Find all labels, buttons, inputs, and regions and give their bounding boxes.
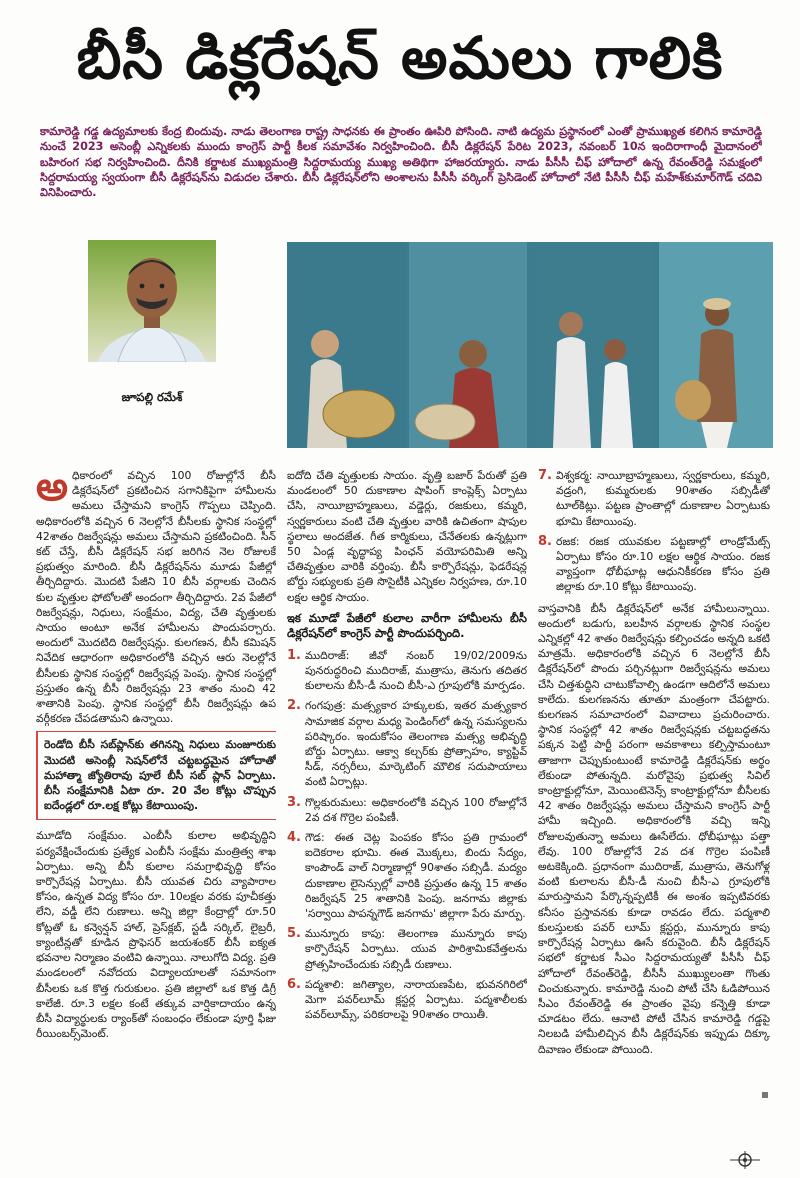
intro-text: కామారెడ్డి గడ్డ ఉద్యమాలకు కేంద్ర బిందువు. నాడు తెలంగాణ రాష్ట్ర సాధనకు ఈ ప్రాంతం ఊపిరి పోసింది. నాటి ఉద్యమ ప్రస్థానంలో ఎంతో ప్రాముఖ్యత కలిగిన కామారెడ్డి నుంచే 2023 అసెంబ్లీ ఎన్నికలకు ముందు కాంగ్రెస్ పార్టీ కీలక సమావేశం నిర్వహించింది. బీసీ డిక్లరేషన్ పేరిట 2023, నవంబర్ 10న ఇందిరాగాంధీ మైదానంలో బహిరంగ సభ నిర్వహించింది. దీనికి కర్ణాటక ముఖ్యమంత్రి సిద్దరామయ్య ముఖ్య అతిథిగా హాజరయ్యారు. నాడు పీసీసీ చీఫ్ హోదాలో ఉన్న రేవంత్‌రెడ్డి సమక్షంలో సిద్దరామయ్య స్వయంగా బీసీ డిక్లరేషన్‌ను విడుదల చేశారు. బీసీ డిక్లరేషన్‌లోని అంశాలను పీసీసీ వర్కింగ్ ప్రెసిడెంట్ హోదాలో నేటి పీసీసీ చీఫ్ మహేశ్‌కుమార్‌గౌడ్ చదివి వినిపించారు. (40, 125, 762, 200)
list-item (287, 698, 527, 789)
item-text: గౌడ: ఈత చెట్ల పెంపకం కోసం ప్రతి గ్రామంలో ఐదెకరాల భూమి. ఈత మొక్కలు, బిందు సేద్యం, కాంపౌండ్ వాల్ నిర్మాణాల్లో 90శాతం సబ్సిడీ. మద్యం దుకాణాల లైసెన్సుల్లో వారికి ప్రస్తుతం ఉన్న 15 శాతం రిజర్వేషన్ 25 శాతానికి పెంపు. జనగామ జిల్లాకు 'సర్వాయి పాపన్నగౌడ్ జనగామ' జిల్లాగా పేరు మార్పు. (304, 831, 527, 921)
item-text: విశ్వకర్మ: నాయీబ్రాహ్మణులు, స్వర్ణకారులు, కమ్మరి, వడ్రంగి, కుమ్మరులకు 90శాతం సబ్సిడీతో టూల్‌కిట్లు. పట్టణ ప్రాంతాల్లో దుకాణాల ఏర్పాటుకు భూమి కేటాయింపు. (555, 469, 770, 528)
dropcap: అ (36, 468, 68, 510)
photo-weaver (287, 242, 405, 448)
list-item (287, 926, 527, 972)
item-number: 8. (538, 533, 552, 549)
col1-paragraph-1-text: ధికారంలో వచ్చిన 100 రోజుల్లోనే బీసీ డిక్లరేషన్‌లో ప్రకటించిన సగానికిపైగా హామీలను అమలు చేస్తామని కాంగ్రెస్ గొప్పలు చెప్పింది. అధికారంలోకి వచ్చిన 6 నెలల్లోనే బీసీలకు స్థానిక సంస్థల్లో 42శాతం రిజర్వేషన్లు అమలు చేస్తామని ప్రకటించింది. సీన్ కట్ చేస్తే, బీసీ డిక్లరేషన్ సభ జరిగిన నెల రోజులకే ప్రభుత్వం మారింది. బీసీ డిక్లరేషన్‌ను మూడు పేజీల్లో తీర్చిదిద్దారు. మొదటి పేజీని 10 బీసీ వర్గాలకు చెందిన కుల వృత్తుల ఫోటోలతో అందంగా తీర్చిదిద్దారు. 2వ పేజీలో రిజర్వేషన్లు, నిధులు, సంక్షేమం, విద్య, చేతి వృత్తులకు సాయం అంటూ అనేక హామీలను పొందుపర్చారు. అందులో మొదటిది రిజర్వేషన్లు. కులగణన, బీసీ కమిషన్ నివేదిక ఆధారంగా అధికారంలోకి వచ్చిన ఆరు నెలల్లోనే బీసీలకు స్థానిక సంస్థల్లో రిజర్వేషన్ల పెంపు. స్థానిక సంస్థల్లో ప్రస్తుతం ఉన్న బీసీ రిజర్వేషన్లు 23 శాతం నుంచి 42 శాతానికి పెంపు. స్థానిక సంస్థల్లో బీసీ రిజర్వేషన్లు ఉప వర్గీకరణ చేపడతామని ఉన్నాయి. (36, 469, 276, 726)
item-text: గంగపుత్ర: మత్స్యకార హక్కులకు, ఇతర మత్స్యకార సామాజిక వర్గాల మధ్య పెండింగ్‌లో ఉన్న సమస్యలను పరిష్కారం. ఇందుకోసం తెలంగాణ మత్స్య అభివృద్ధి బోర్డు ఏర్పాటు. ఆక్వా కల్చర్‌కు ప్రోత్సాహం, క్యాప్టివ్ సీడ్, నర్సరీలు, మార్కెటింగ్ మౌలిక సదుపాయాలు వంటి ఏర్పాట్లు. (304, 699, 527, 789)
column-3 (538, 468, 770, 1108)
list-item (287, 648, 527, 694)
col1-pull-quote: రెండోది బీసీ సబ్‌ప్లాన్‌కు తగినన్ని నిధులు మంజూరుకు మొదటి అసెంబ్లీ సెషన్‌లోనే చట్టబద్ధమైన హోదాతో మహాత్మా జ్యోతిరావు పూలే బీసీ సబ్ ప్లాన్ ఏర్పాటు. బీసీ సంక్షేమానికి ఏటా రూ. 20 వేల కోట్లు చొప్పున ఐదేండ్లలో రూ.లక్ష కోట్లు కేటాయింపు. (36, 731, 276, 820)
artisan-photo-strip (287, 242, 773, 448)
compass-rose-icon (730, 1150, 760, 1170)
item-number: 1. (287, 647, 301, 663)
list-item (287, 830, 527, 921)
item-text: మున్నూరు కాపు: తెలంగాణ మున్నూరు కాపు కార్పొరేషన్ ఏర్పాటు. యువ పారిశ్రామికవేత్తలను ప్రోత్సహించేందుకు సబ్సిడీ రుణాలు. (304, 927, 527, 971)
photo-toddy-tapper (659, 242, 773, 448)
item-number: 5. (287, 926, 301, 942)
list-item (287, 795, 527, 825)
col1-paragraph-1 (36, 468, 276, 726)
item-number: 3. (287, 794, 301, 810)
col1-paragraph-2: మూడోది సంక్షేమం. ఎంబీసీ కులాల అభివృద్ధిని పర్యవేక్షించేందుకు ప్రత్యేక ఎంబీసీ సంక్షేమ మంత్రిత్వ శాఖ ఏర్పాటు. అన్ని బీసీ కులాల సమగ్రాభివృద్ధి కోసం కార్పొరేషన్ల ఏర్పాటు. బీసీ యువత చిరు వ్యాపారాల కోసం, ఉన్నత విద్య కోసం రూ. 10లక్షల వరకు పూచీకత్తు లేని, వడ్డీ లేని రుణాలు. అన్ని జిల్లా కేంద్రాల్లో రూ.50 కోట్లతో ఓ కన్వెన్షన్ హాల్, ప్రెస్‌క్లబ్, స్టడీ సర్కిల్, లైబ్రరీ, క్యాంటీన్లతో కూడిన ప్రొఫెసర్ జయశంకర్ బీసీ ఐక్యత భవనాల నిర్మాణం వంటివి ఉన్నాయి. నాలుగోది విద్య. ప్రతి మండలంలో నవోదయ విద్యాలయాలతో సమానంగా బీసీలకు ఒక కొత్త గురుకులం. ప్రతి జిల్లాలో ఒక కొత్త డిగ్రీ కాలేజీ. రూ.3 లక్షల కంటే తక్కువ వార్షికాదాయం ఉన్న బీసీ విద్యార్థులకు ర్యాంక్‌తో సంబంధం లేకుండా పూర్తి ఫీజు రీయింబర్స్‌మెంట్. (36, 829, 276, 1041)
headline: బీసీ డిక్లరేషన్ అమలు గాలికి (76, 24, 724, 92)
item-number: 7. (538, 468, 552, 483)
author-portrait-image (88, 240, 216, 362)
item-text: ముదిరాజ్: జీవో నంబర్ 19/02/2009ను పునరుద్ధరించి ముదిరాజ్, ముత్రాసు, తెనుగు తదితర కులాలను బీసీ-డీ నుంచి బీసీ-ఎ గ్రూపులోకి మార్పడం. (304, 648, 527, 693)
author-name: జూపల్లి రమేశ్ (121, 390, 183, 404)
item-text: గొల్లకురుమలు: అధికారంలోకి వచ్చిన 100 రోజుల్లోనే 2వ దశ గొర్రెల పంపిణీ. (304, 795, 527, 824)
column-1 (36, 468, 276, 1148)
item-number: 2. (287, 698, 301, 714)
author-box (88, 240, 216, 435)
col2-section-heading: ఇక మూడో పేజీలో కులాల వారీగా హామీలను బీసీ డిక్లరేషన్‌లో కాంగ్రెస్ పార్టీ పొందుపర్చింది. (287, 610, 527, 641)
author-photo (88, 240, 216, 362)
item-number: 4. (287, 830, 301, 846)
col2-list (287, 648, 527, 1023)
photo-barber (535, 242, 653, 448)
list-item (538, 468, 770, 529)
item-text: రజక: రజక యువకుల పట్టణాల్లో లాండ్రోమేట్స్ ఏర్పాటు కోసం రూ.10 లక్షల ఆర్థిక సాయం. రజక వ్యాప్తంగా ధోబీఘాట్ల ఆధునికీకరణ కోసం ప్రతి జిల్లాకు రూ.10 కోట్లు కేటాయింపు. (555, 534, 770, 594)
list-item (287, 977, 527, 1023)
col2-paragraph-1: ఐదోది చేతి వృత్తులకు సాయం. వృత్తి బజార్ పేరుతో ప్రతి మండలంలో 50 దుకాణాల షాపింగ్ కాంప్లెక్స్ ఏర్పాటు చేసి, నాయీబ్రాహ్మణులు, వడ్డెర్లు, రజకులు, కమ్మరి, స్వర్ణకారులు వంటి చేతి వృత్తుల వారికి ఉచితంగా షాపుల స్థలాలు అందజేత. గీత కార్మికులు, చేనేతలకు ఉన్నట్లుగా 50 ఏండ్ల వృద్ధాప్య పింఛన్ వయోపరిమితి అన్ని చేతివృత్తుల వారికి వర్తింపు. బీసీ కార్పొరేషన్లు, ఫెడరేషన్ల బోర్డు సభ్యులకు ప్రతి సొసైటీకి ఎన్నికల నిర్వహణ, రూ.10 లక్షల ఆర్థిక సాయం. (287, 469, 527, 604)
end-of-article-mark (762, 1092, 768, 1098)
photo-basket-maker (409, 242, 527, 448)
list-item (538, 534, 770, 595)
column-2 (287, 468, 527, 1148)
item-number: 6. (287, 976, 301, 992)
item-text: పద్మశాలి: జగిత్యాల, నారాయణపేట, భువనగిరిలో మెగా పవర్‌లూమ్ క్లస్టర్ల ఏర్పాటు. పద్మశాలీలకు పవర్‌లూమ్స్, పరికరాలపై 90శాతం రాయితీ. (304, 977, 527, 1022)
col3-paragraph-1: వాస్తవానికి బీసీ డిక్లరేషన్‌లో అనేక హామీలున్నాయి. అందులో బడుగు, బలహీన వర్గాలకు స్థానిక సంస్థల ఎన్నికల్లో 42 శాతం రిజర్వేషన్లు కల్పించడం అన్నది ఒకటి మాత్రమే. అధికారంలోకి వచ్చిన 6 నెలల్లోనే బీసీ డిక్లరేషన్‌లో పొందు పర్చినట్లుగా రిజర్వేషన్లను అమలు చేసి చిత్తశుద్ధిని చాటుకోవాల్సి ఉండగా ఆదిలోనే అమలు కాలేదు. కులగణనను తూతూ మంత్రంగా చేపట్టారు. కులగణన సమాచారంలో వివాదాలు ప్రచురించారు. స్థానిక సంస్థల్లో 42 శాతం రిజర్వేషన్లకు చట్టబద్ధతను పక్కన పెట్టి పార్టీ పరంగా అవకాశాలు కల్పిస్తామంటూ తాజాగా చెప్పుకుంటుంటే కామారెడ్డి డిక్లరేషన్‌కు అర్థం లేకుండా పోతున్నది. మరోవైపు ప్రభుత్వ సివిల్ కాంట్రాక్టుల్లోనూ, మెయింటెనెన్స్ కాంట్రాక్టుల్లోనూ బీసీలకు 42 శాతం రిజర్వేషన్లు అమలు చేస్తామని కాంగ్రెస్ పార్టీ హామీ ఇచ్చింది. అధికారంలోకి వచ్చి ఇన్ని రోజులవుతున్నా అమలు ఊసేలేదు. ధోబీఘాట్లు పత్తా లేవు. 100 రోజుల్లోనే 2వ దశ గొర్రెల పంపిణీ అటకెక్కింది. ప్రధానంగా ముదిరాజ్, ముత్రాసు, తెనుగోళ్ల వంటి కులాలను బీసీ-డీ నుంచి బీసీ-ఎ గ్రూపులోకి మారుస్తామని పేర్కొన్నప్పటికీ ఈ అంశం ఇప్పటివరకు కనీసం ప్రస్తావనకు కూడా రావడం లేదు. పద్మశాలి కులస్తులకు పవర్ లూమ్ క్లస్టర్లు, మున్నూరు కాపు కార్పొరేషన్ల ఏర్పాటు ఊసే కరువైంది. బీసీ డిక్లరేషన్ సభలో కర్ణాటక సీఎం సిద్దరామయ్యతో పీసీసీ చీఫ్ హోదాలో రేవంత్‌రెడ్డి, బీసీసీ ముఖ్యులంతా గొంతు చించుకున్నారు. కామారెడ్డి నుంచి పోటీ చేసి ఓడిపోయిన సీఎం రేవంత్‌రెడ్డి ఈ ప్రాంతం వైపు కన్నెత్తి కూడా చూడటం లేదు. ఆనాటి పోటీ చేసిన కామారెడ్డి గడ్డపై నిలబడి హామీలిచ్చిన బీసీ డిక్లరేషన్‌కు ఇప్పుడు దిక్కూ దివాణం లేకుండా పోయింది. (538, 601, 770, 1056)
intro-lead (40, 124, 762, 234)
